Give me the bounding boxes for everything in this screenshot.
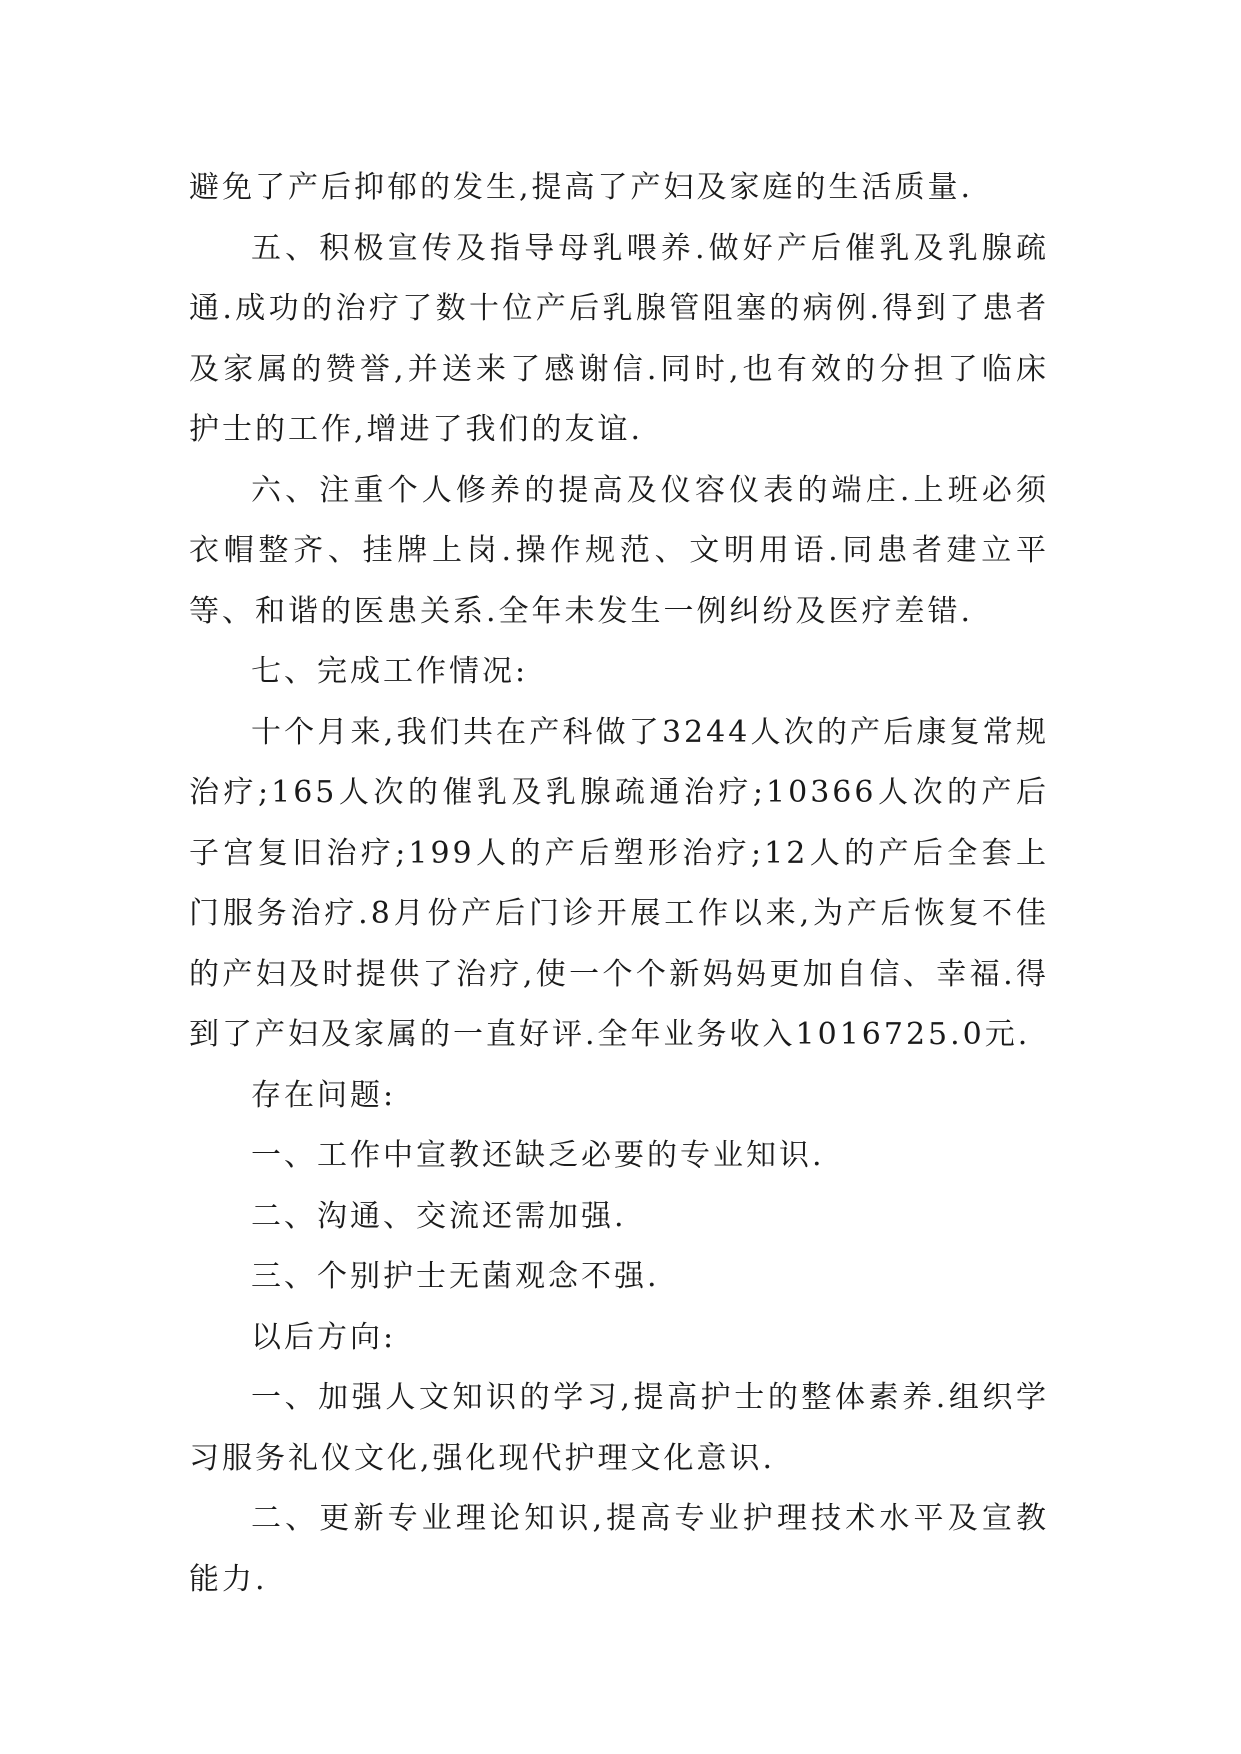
paragraph-problems-heading: 存在问题: xyxy=(251,1077,397,1113)
paragraph-problem-two: 二、沟通、交流还需加强. xyxy=(251,1198,627,1234)
paragraph-item-six: 六、注重个人修养的提高及仪容仪表的端庄.上班必须衣帽整齐、挂牌上岗.操作规范、文明用语.同患者建立平等、和谐的医患关系.全年未发生一例纠纷及医疗差错. xyxy=(189,472,1049,629)
paragraph-problem-one: 一、工作中宣教还缺乏必要的专业知识. xyxy=(251,1138,825,1173)
paragraph-problem-three: 三、个别护士无菌观念不强. xyxy=(251,1259,660,1294)
paragraph-item-seven-heading: 七、完成工作情况: xyxy=(251,654,529,689)
document-body xyxy=(189,158,1049,1610)
paragraph-direction-one: 一、加强人文知识的学习,提高护士的整体素养.组织学习服务礼仪文化,强化现代护理文化意识. xyxy=(189,1380,1049,1476)
paragraph-continuation: 避免了产后抑郁的发生,提高了产妇及家庭的生活质量. xyxy=(189,170,974,205)
paragraph-item-five: 五、积极宣传及指导母乳喂养.做好产后催乳及乳腺疏通.成功的治疗了数十位产后乳腺管阻塞的病例.得到了患者及家属的赞誉,并送来了感谢信.同时,也有效的分担了临床护士的工作,增进了我们的友谊. xyxy=(189,230,1049,447)
paragraph-work-summary: 十个月来,我们共在产科做了3244人次的产后康复常规治疗;165人次的催乳及乳腺疏通治疗;10366人次的产后子宫复旧治疗;199人的产后塑形治疗;12人的产后全套上门服务治疗.8月份产后门诊开展工作以来,为产后恢复不佳的产妇及时提供了治疗,使一个个新妈妈更加自信、幸福.得到了产妇及家属的一直好评.全年业务收入1016725.0元. xyxy=(189,714,1049,1052)
paragraph-direction-heading: 以后方向: xyxy=(251,1319,397,1355)
paragraph-direction-two: 二、更新专业理论知识,提高专业护理技术水平及宣教能力. xyxy=(189,1501,1049,1597)
